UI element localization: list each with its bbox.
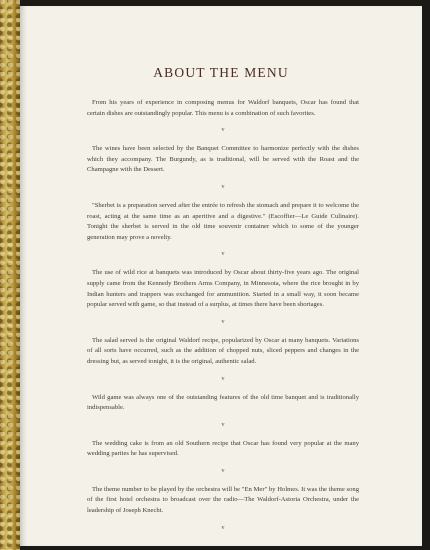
section-separator: v — [221, 251, 225, 258]
page-body — [87, 98, 359, 542]
paragraph-wedding-cake: The wedding cake is from an old Southern recipe that Oscar has found very popular at the many wedding parties he has supervised. — [87, 439, 359, 458]
section-separator: v — [221, 375, 225, 382]
paragraph-sherbet: "Sherbet is a preparation served after the entrée to refresh the stomach and prepare it to welcome the roast, acting at the same time as an aperitive and a digestive." (Escoffier—Le Guide Culinaire). Tonight the sherbet is served in the old time souvenir container which to some of the younger generation may prove a novelty. — [87, 201, 359, 241]
paragraph-favorites: From his years of experience in composing menus for Waldorf banquets, Oscar has found that certain dishes are outstandingly popular. This menu is a combination of such favorites. — [87, 99, 359, 117]
paragraph-theme-number: The theme number to be played by the orchestra will be "En Mer" by Holmes. It was the theme song of the first hotel orchestra to broadcast over the radio—The Waldorf-Astoria Orchestra, under the leadership of Joseph Knecht. — [87, 485, 359, 515]
section-separator: v — [221, 524, 225, 531]
section-separator: v — [221, 421, 225, 428]
page-title: ABOUT THE MENU — [153, 65, 289, 80]
gilded-binding-edge — [0, 0, 20, 550]
section-separator: v — [221, 183, 225, 190]
paragraph-wines: The wines have been selected by the Banquet Committee to harmonize perfectly with the dishes which they accompany. The Burgundy, as is traditional, will be served with the Roast and the Champagne with the Dessert. — [87, 145, 359, 174]
section-separator: v — [221, 467, 225, 474]
section-separator: v — [221, 318, 225, 325]
paragraph-salad: The salad served is the original Waldorf recipe, popularized by Oscar at many banquets. Variations of all sorts have occurred, such as the addition of chopped nuts, sliced peppers and changes in the dressing but, as served tonight, it is the original, authentic salad. — [87, 336, 359, 365]
menu-page — [20, 6, 422, 546]
section-separator: v — [221, 127, 225, 134]
paragraph-wild-rice: The use of wild rice at banquets was introduced by Oscar about thirty-five years ago. The original supply came from the Kennedy Brothers Arms Company, in Minnesota, where the rice brought in by Indian hunters and trappers was exchanged for ammunition. Started in a small way, it soon became popular served with game, so that instead of a surplus, at times there have been shortages. — [87, 269, 359, 309]
paragraph-wild-game: Wild game was always one of the outstanding features of the old time banquet and is traditionally indispensable. — [87, 393, 359, 412]
